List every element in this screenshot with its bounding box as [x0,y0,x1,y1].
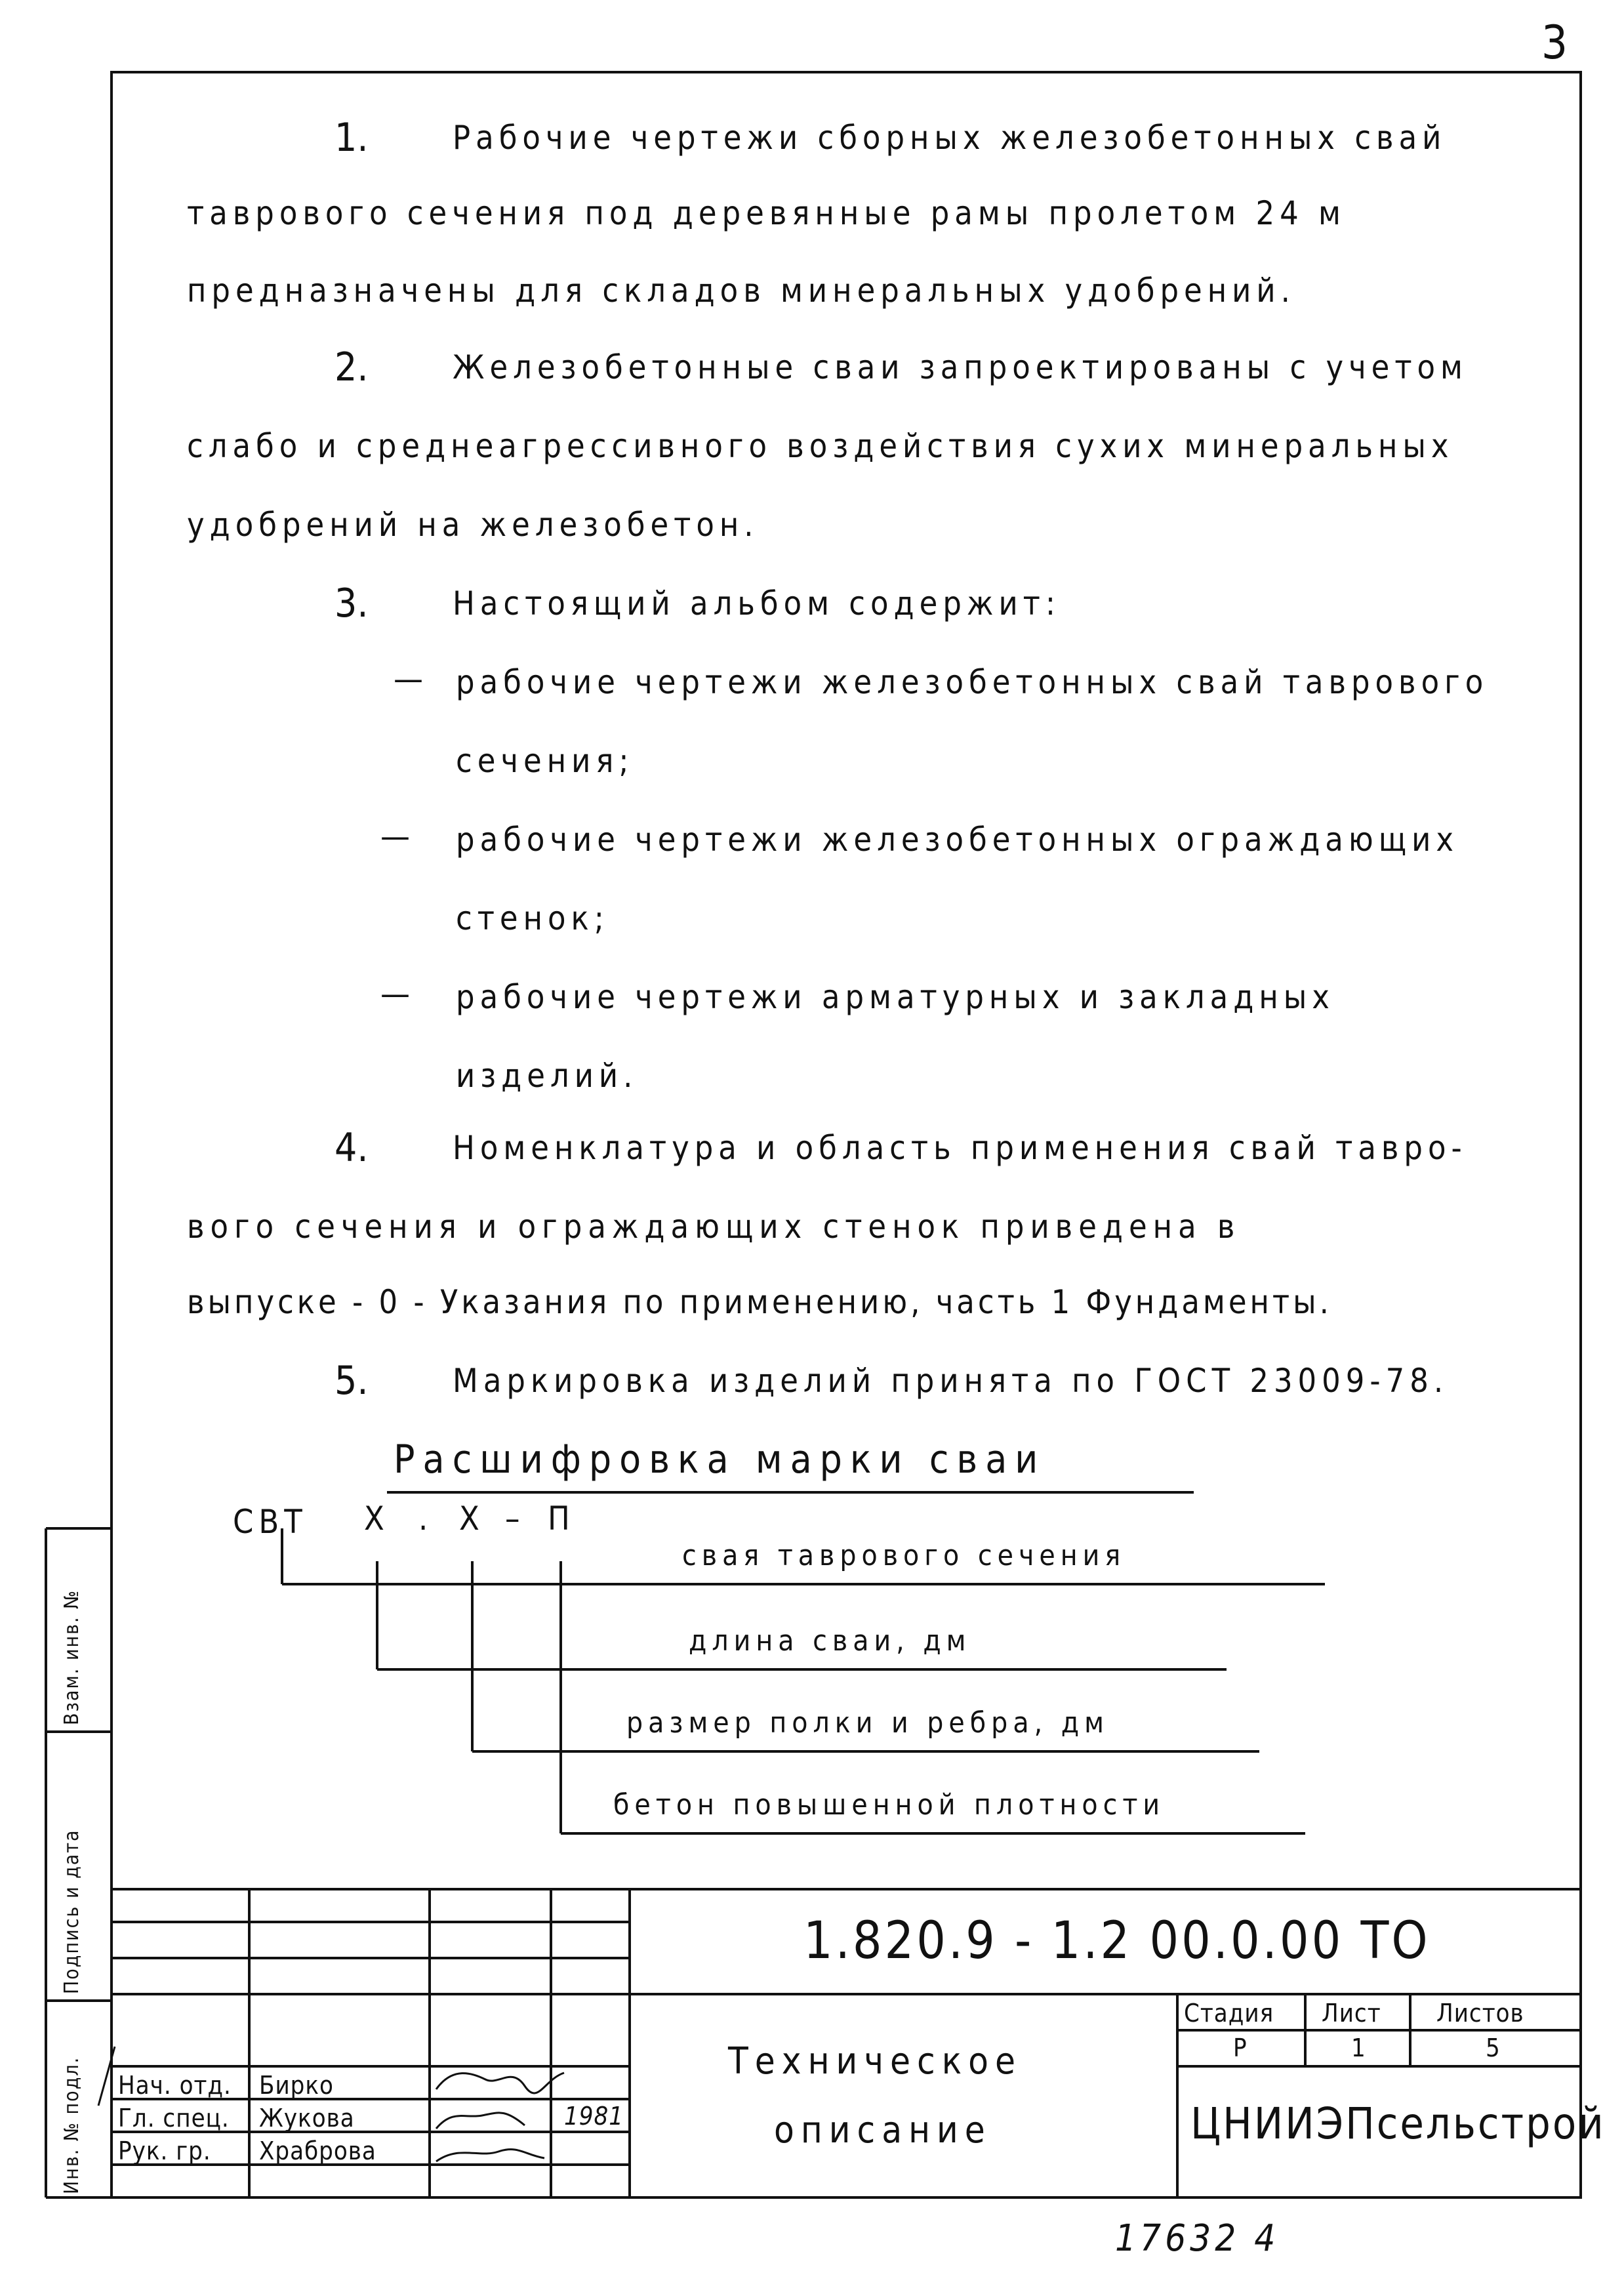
doc-title-line-2: описание [774,2109,992,2152]
item-2-line-1: Железобетонные сваи запроектированы с учетом [453,348,1468,386]
name-1: Бирко [259,2071,334,2100]
footer-number: 17632 4 [1115,2217,1280,2260]
list-item-2-line-1: рабочие чертежи железобетонных ограждающих [456,821,1459,859]
item-4-line-1: Номенклатура и область применения свай тавро- [453,1129,1467,1167]
organization: ЦНИИЭПсельстрой [1190,2098,1606,2149]
list-dash-1: — [394,660,428,698]
item-2-number: 2. [335,344,369,390]
list-item-2-line-2: стенок; [456,899,609,937]
name-2: Жукова [259,2104,355,2133]
mark-dot: . [418,1500,434,1538]
role-1: Нач. отд. [118,2071,232,2100]
item-4-number: 4. [335,1125,369,1171]
year: 1981 [564,2102,624,2131]
stage-value: Р [1233,2033,1248,2062]
mark-x1: Х [364,1500,390,1538]
page-number: 3 [1541,16,1568,70]
designation: 1.820.9 - 1.2 00.0.00 ТО [803,1911,1431,1971]
role-3: Рук. гр. [118,2136,211,2165]
side-label-inv-orig: Инв. № подл. [60,2056,83,2194]
meaning-1: свая таврового сечения [682,1539,1126,1572]
side-label-inv-replace: Взам. инв. № [60,1589,83,1725]
list-dash-2: — [380,817,415,855]
doc-title-line-1: Техническое [728,2040,1022,2083]
mark-dash: – [505,1500,525,1538]
mark-suffix: П [548,1500,575,1538]
list-item-3-line-1: рабочие чертежи арматурных и закладных [456,978,1335,1016]
item-5-line-1: Маркировка изделий принята по ГОСТ 23009-78. [453,1362,1449,1400]
list-item-1-line-2: сечения; [456,742,634,780]
role-2: Гл. спец. [118,2104,230,2133]
mark-x2: Х [459,1500,485,1538]
item-3-number: 3. [335,581,369,626]
mark-prefix: СВТ [233,1503,308,1541]
item-2-line-3: удобрений на железобетон. [187,506,759,544]
decoding-title: Расшифровка марки сваи [394,1437,1046,1482]
name-3: Храброва [259,2136,376,2165]
list-item-3-line-2: изделий. [456,1057,638,1095]
sheets-label: Листов [1436,1999,1524,2028]
sheet-label: Лист [1322,1999,1381,2028]
list-dash-3: — [380,975,415,1013]
item-1-number: 1. [335,115,369,161]
list-item-1-line-1: рабочие чертежи железобетонных свай таврового [456,663,1489,701]
item-1-line-2: таврового сечения под деревянные рамы пролетом 24 м [187,194,1346,232]
stage-label: Стадия [1184,1999,1274,2028]
sheets-value: 5 [1486,2033,1501,2062]
side-label-sign-date: Подпись и дата [60,1829,83,1994]
meaning-4: бетон повышенной плотности [613,1788,1166,1822]
item-2-line-2: слабо и среднеагрессивного воздействия сухих минеральных [187,427,1454,465]
item-4-line-2: вого сечения и ограждающих стенок приведена в [187,1208,1241,1246]
meaning-3: размер полки и ребра, дм [626,1706,1109,1740]
item-4-line-3: выпуске - 0 - Указания по применению, часть 1 Фундаменты. [187,1283,1332,1321]
item-1-line-1: Рабочие чертежи сборных железобетонных свай [453,119,1447,157]
item-5-number: 5. [335,1358,369,1404]
item-1-line-3: предназначены для складов минеральных удобрений. [187,272,1295,310]
item-3-line-1: Настоящий альбом содержит: [453,584,1061,623]
sheet-value: 1 [1351,2033,1366,2062]
meaning-2: длина сваи, дм [689,1624,971,1658]
